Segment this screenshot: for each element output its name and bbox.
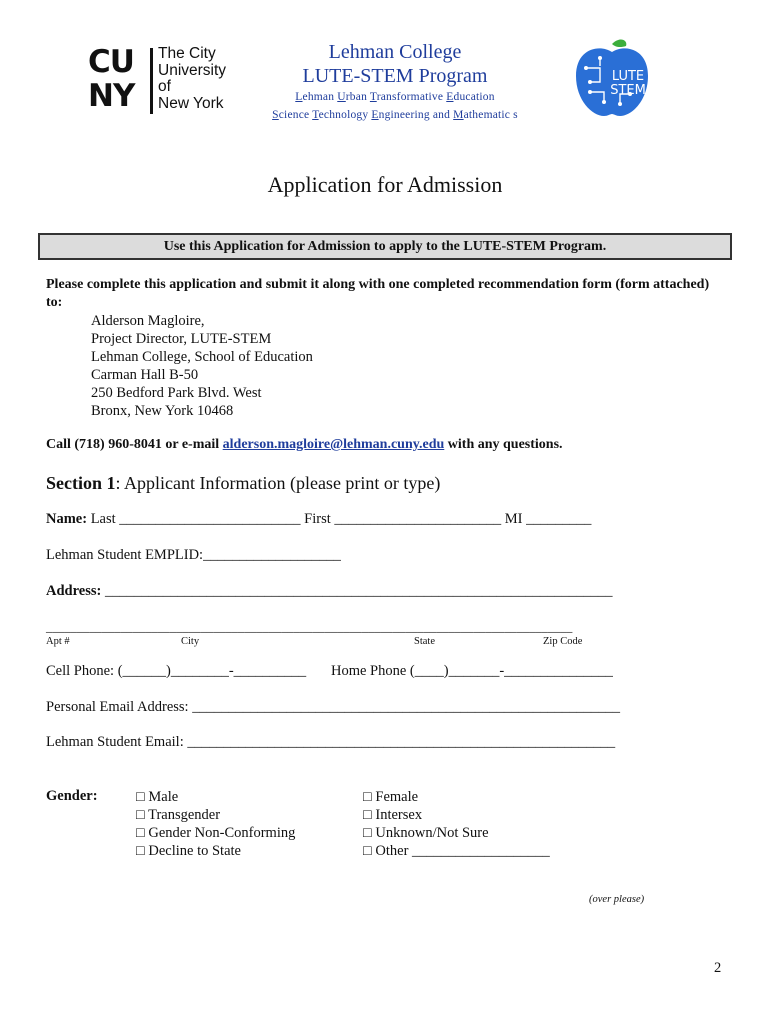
lute-stem-logo xyxy=(570,38,654,118)
gender-option-other[interactable]: □ Other ___________________ xyxy=(363,843,550,859)
address-field[interactable] xyxy=(46,583,612,600)
address-line: 250 Bedford Park Blvd. West xyxy=(91,385,262,401)
name-field[interactable] xyxy=(46,511,591,528)
page-number: 2 xyxy=(714,960,722,976)
cuny-name xyxy=(158,46,226,112)
acronym-word: ducation xyxy=(453,91,495,103)
page-title: Application for Admission xyxy=(267,172,503,197)
home-phone-field[interactable]: Home Phone (____)_______-_______________ xyxy=(331,663,613,679)
college-header xyxy=(250,40,540,124)
apple-icon xyxy=(570,38,654,118)
cell-phone-field[interactable]: Cell Phone: (______)________-__________ xyxy=(46,663,307,679)
section-title: : Applicant Information (please print or type) xyxy=(115,473,441,493)
gender-options-col-2 xyxy=(363,788,550,860)
acronym-letter: S xyxy=(272,109,279,121)
gender-option-intersex[interactable]: □ Intersex xyxy=(363,807,423,823)
acronym-letter: T xyxy=(369,91,377,103)
acronym-letter: E xyxy=(371,109,379,121)
student-email-field[interactable]: Lehman Student Email: ___________________________________________________________ xyxy=(46,734,616,750)
acronym-word: cience xyxy=(278,109,313,121)
contact-suffix: with any questions. xyxy=(444,437,563,452)
cuny-mark xyxy=(88,46,150,114)
acronym-word: ransformative xyxy=(376,91,447,103)
cuny-mark-line: NY xyxy=(88,78,135,114)
gender-option-male[interactable]: □ Male xyxy=(136,789,179,805)
cuny-name-line: of xyxy=(158,78,171,95)
acronym-letter: E xyxy=(446,91,454,103)
cuny-divider xyxy=(150,48,153,114)
address-blank: ______________________________________________________________________ xyxy=(101,583,613,599)
instructions-text: Please complete this application and submit it along with one completed recommendation form (form attached) to: xyxy=(46,277,710,310)
personal-email-field[interactable]: Personal Email Address: ___________________________________________________________ xyxy=(46,699,620,715)
contact-line xyxy=(46,437,563,453)
address-line: Project Director, LUTE-STEM xyxy=(91,331,272,347)
name-label: Name: xyxy=(46,511,88,527)
apt-label: Apt # xyxy=(46,636,70,647)
zip-label: Zip Code xyxy=(543,636,583,647)
acronym-letter: L xyxy=(295,91,303,103)
program-name: LUTE-STEM Program xyxy=(302,65,488,87)
acronym-word: ngineering and xyxy=(378,109,454,121)
gender-options-col-1 xyxy=(136,788,295,860)
logo-text-lute: LUTE xyxy=(611,69,645,84)
address-line-2-field[interactable]: _____________________________________________________________________________________ xyxy=(46,620,573,634)
acronym-word: echnology xyxy=(318,109,372,121)
emplid-field[interactable]: Lehman Student EMPLID:___________________ xyxy=(46,547,341,563)
cuny-logo xyxy=(88,46,228,118)
acronym-word: ehman xyxy=(302,91,338,103)
college-name: Lehman College xyxy=(328,41,462,63)
address-line: Lehman College, School of Education xyxy=(91,349,313,365)
address-line: Alderson Magloire, xyxy=(91,313,205,329)
acronym-word: athematic s xyxy=(463,109,518,121)
over-please-note: (over please) xyxy=(589,894,645,905)
gender-option-decline[interactable]: □ Decline to State xyxy=(136,843,241,859)
instruction-banner: Use this Application for Admission to apply to the LUTE-STEM Program. xyxy=(38,233,732,260)
section-number: Section 1 xyxy=(46,473,116,493)
cuny-name-line: University xyxy=(158,61,227,79)
acronym-letter: U xyxy=(337,91,346,103)
state-label: State xyxy=(414,636,435,647)
gender-option-female[interactable]: □ Female xyxy=(363,789,419,805)
acronym-letter: M xyxy=(453,109,464,121)
cuny-name-line: The City xyxy=(158,45,216,62)
gender-option-transgender[interactable]: □ Transgender xyxy=(136,807,221,823)
acronym-line-2 xyxy=(250,106,540,124)
logo-text-stem: STEM xyxy=(610,83,646,98)
acronym-letter: T xyxy=(312,109,319,121)
name-field-rest: Last _________________________ First _______________________ MI _________ xyxy=(87,511,592,527)
section-1-heading xyxy=(46,473,440,494)
gender-option-unknown[interactable]: □ Unknown/Not Sure xyxy=(363,825,489,841)
address-line: Carman Hall B-50 xyxy=(91,367,199,383)
acronym-word: rban xyxy=(345,91,370,103)
city-label: City xyxy=(181,636,200,647)
acronym-line-1 xyxy=(250,88,540,106)
gender-option-non-conforming[interactable]: □ Gender Non-Conforming xyxy=(136,825,296,841)
mailing-address xyxy=(91,312,313,420)
cuny-mark-line: CU xyxy=(88,44,134,80)
address-line: Bronx, New York 10468 xyxy=(91,403,234,419)
cuny-name-line: New York xyxy=(158,94,224,112)
gender-label: Gender: xyxy=(46,788,98,804)
address-label: Address: xyxy=(46,583,102,599)
contact-email-link[interactable]: alderson.magloire@lehman.cuny.edu xyxy=(222,437,445,452)
contact-prefix: Call (718) 960-8041 or e-mail xyxy=(46,437,223,452)
